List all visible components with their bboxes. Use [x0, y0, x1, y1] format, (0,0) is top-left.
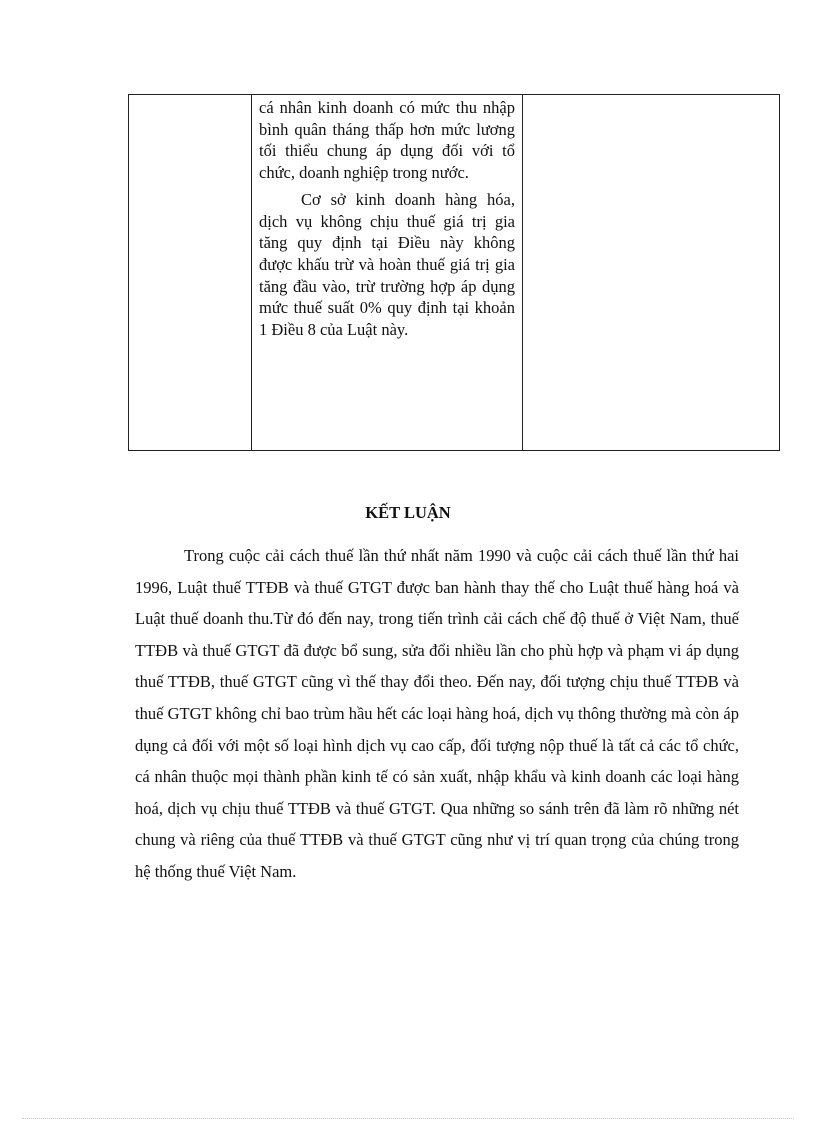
conclusion-text: Trong cuộc cải cách thuế lần thứ nhất năm 1990 và cuộc cải cách thuế lần thứ hai 1996, Luật thuế TTĐB và thuế GTGT được ban hành thay thế cho Luật thuế hàng hoá và Luật thuế doanh thu.Từ đó đến nay, trong tiến trình cải cách chế độ thuế ở Việt Nam, thuế TTĐB và thuế GTGT đã được bổ sung, sửa đổi nhiều lần cho phù hợp và phạm vi áp dụng thuế TTĐB, thuế GTGT cũng vì thế thay đổi theo. Đến nay, đối tượng chịu thuế TTĐB và thuế GTGT không chỉ bao trùm hầu hết các loại hàng hoá, dịch vụ thông thường mà còn áp dụng cả đối với một số loại hình dịch vụ cao cấp, đối tượng nộp thuế là tất cả các tổ chức, cá nhân thuộc mọi thành phần kinh tế có sản xuất, nhập khẩu và kinh doanh các loại hàng hoá, dịch vụ chịu thuế TTĐB và thuế GTGT. Qua những so sánh trên đã làm rõ những nét chung và riêng của thuế TTĐB và thuế GTGT cũng như vị trí quan trọng của chúng trong hệ thống thuế Việt Nam.	[135, 546, 739, 881]
cell-paragraph: cá nhân kinh doanh có mức thu nhập bình quân tháng thấp hơn mức lương tối thiểu chung áp dụng đối với tổ chức, doanh nghiệp trong nước.	[259, 98, 515, 183]
section-title: KẾT LUẬN	[365, 503, 451, 522]
cell-paragraph: Cơ sở kinh doanh hàng hóa, dịch vụ không chịu thuế giá trị gia tăng quy định tại Điều này không được khấu trừ và hoàn thuế giá trị gia tăng đầu vào, trừ trường hợp áp dụng mức thuế suất 0% quy định tại khoản 1 Điều 8 của Luật này.	[259, 189, 515, 340]
table-row	[129, 95, 780, 451]
conclusion-paragraph	[135, 540, 739, 888]
table-cell-empty-right	[523, 95, 780, 451]
page-bottom-rule	[22, 1118, 794, 1119]
comparison-table	[128, 94, 780, 451]
table-cell-empty-left	[129, 95, 252, 451]
table-cell-text	[252, 95, 523, 451]
